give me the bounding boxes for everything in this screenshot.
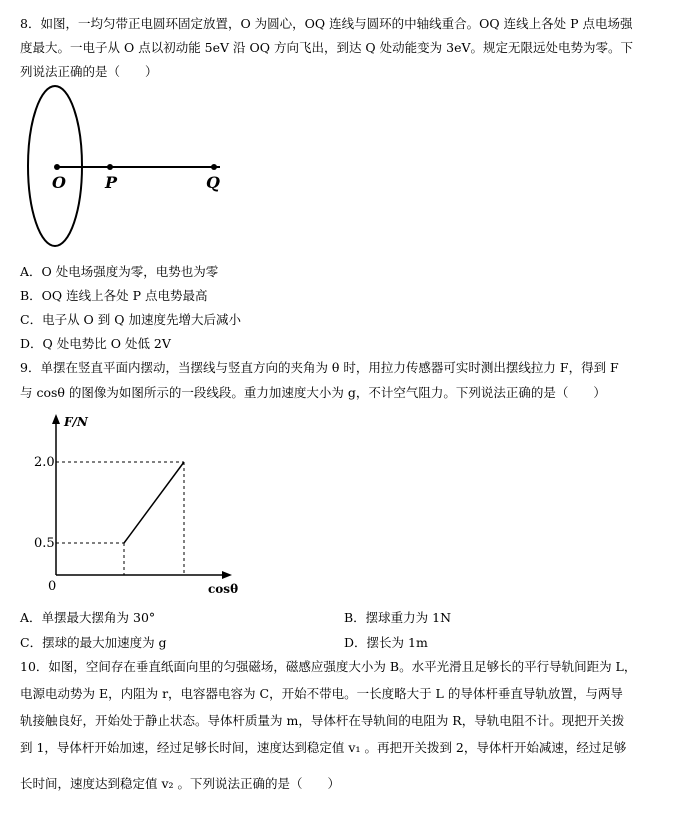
- point-Q: [211, 164, 217, 170]
- y-axis-label: F/N: [64, 415, 88, 429]
- q10-stem-line-3: 轨接触良好，开始处于静止状态。导体杆质量为 m，导体杆在导轨间的电阻为 R，导轨电阻不计。现把开关拨: [20, 713, 625, 728]
- tick-2.0: 2.0: [34, 455, 55, 470]
- graph-x-arrow: [222, 571, 232, 579]
- q9-option-a: A．单摆最大摆角为 30°: [20, 610, 156, 625]
- q9-stem-line-2: 与 cosθ 的图像为如图所示的一段线段。重力加速度大小为 g，不计空气阻力。下列说法正确的是（ ）: [20, 385, 606, 400]
- label-O: O: [52, 173, 66, 192]
- q8-stem-line-2: 度最大。一电子从 O 点以初动能 5eV 沿 OQ 方向飞出，到达 Q 处动能变为 3eV。规定无限远处电势为零。下: [20, 40, 634, 55]
- q10-stem-line-2: 电源电动势为 E，内阻为 r，电容器电容为 C，开始不带电。一长度略大于 L 的导体杆垂直导轨放置，与两导: [20, 686, 623, 701]
- graph-segment: [124, 462, 184, 543]
- q9-stem-line-1: 9．单摆在竖直平面内摆动，当摆线与竖直方向的夹角为 θ 时，用拉力传感器可实时测出摆线拉力 F，得到 F: [20, 360, 619, 375]
- point-O: [54, 164, 60, 170]
- q9-force-graph: [20, 410, 250, 600]
- x-axis-label: cosθ: [208, 582, 239, 596]
- q8-stem-line-1: 8．如图，一均匀带正电圆环固定放置，O 为圆心，OQ 连线与圆环的中轴线重合。OQ 连线上各处 P 点电场强: [20, 16, 633, 31]
- q8-ring-figure: [20, 84, 260, 254]
- q10-stem-line-5: 长时间，速度达到稳定值 v₂ 。下列说法正确的是（ ）: [20, 776, 341, 791]
- origin-label: 0: [48, 579, 57, 594]
- q8-option-c: C．电子从 O 到 Q 加速度先增大后减小: [20, 312, 241, 327]
- q9-option-d: D．摆长为 1m: [344, 635, 428, 650]
- q8-option-a: A．O 处电场强度为零，电势也为零: [20, 264, 219, 279]
- q10-stem-line-1: 10．如图，空间存在垂直纸面向里的匀强磁场，磁感应强度大小为 B。水平光滑且足够长的平行导轨间距为 L，: [20, 659, 637, 674]
- label-Q: Q: [206, 173, 220, 192]
- q8-stem-line-3: 列说法正确的是（ ）: [20, 64, 158, 79]
- point-P: [107, 164, 113, 170]
- q9-option-c: C．摆球的最大加速度为 g: [20, 635, 167, 650]
- q8-option-d: D．Q 处电势比 O 处低 2V: [20, 336, 171, 351]
- q9-option-b: B．摆球重力为 1N: [344, 610, 452, 625]
- graph-y-arrow: [52, 414, 60, 424]
- q10-stem-line-4: 到 1，导体杆开始加速，经过足够长时间，速度达到稳定值 v₁ 。再把开关拨到 2，导体杆开始减速，经过足够: [20, 740, 627, 755]
- q8-option-b: B．OQ 连线上各处 P 点电势最高: [20, 288, 208, 303]
- label-P: P: [105, 173, 118, 192]
- tick-0.5: 0.5: [34, 536, 55, 551]
